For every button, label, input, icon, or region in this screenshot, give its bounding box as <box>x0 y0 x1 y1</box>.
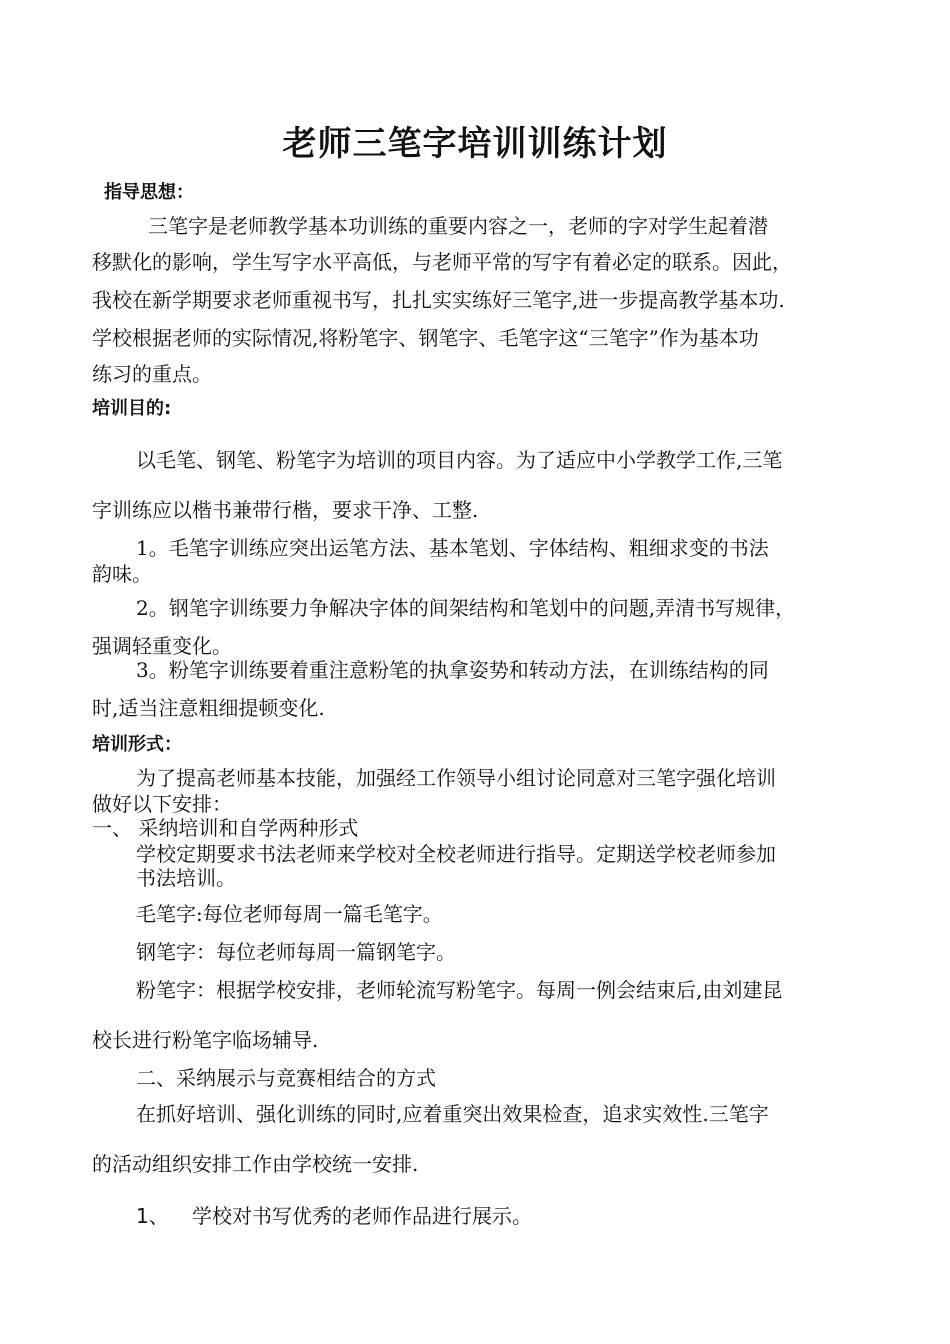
paragraph-line: 做好以下安排： <box>92 792 232 816</box>
section-heading-purpose: 培训目的: <box>92 398 172 419</box>
paragraph-line: 练习的重点。 <box>92 362 212 386</box>
section-heading-form: 培训形式： <box>92 734 182 755</box>
paragraph-line: 我校在新学期要求老师重视书写，扎扎实实练好三笔字,进一步提高教学基本功. <box>92 288 785 312</box>
paragraph-line: 的活动组织安排工作由学校统一安排. <box>92 1152 419 1176</box>
paragraph-line: 移默化的影响，学生写字水平高低，与老师平常的写字有着必定的联系。因此， <box>92 250 792 274</box>
list-heading: 一、 采纳培训和自学两种形式 <box>92 816 359 840</box>
paragraph-line: 在抓好培训、强化训练的同时,应着重突出效果检查，追求实效性.三笔字 <box>136 1102 769 1126</box>
paragraph-line: 毛笔字:每位老师每周一篇毛笔字。 <box>136 902 443 926</box>
paragraph-line: 学校定期要求书法老师来学校对全校老师进行指导。定期送学校老师参加 <box>136 842 776 866</box>
paragraph-line: 1。毛笔字训练应突出运笔方法、基本笔划、字体结构、粗细求变的书法 <box>136 536 769 560</box>
list-item-number: 1、 <box>136 1204 169 1228</box>
paragraph-line: 字训练应以楷书兼带行楷，要求干净、工整. <box>92 498 479 522</box>
list-heading: 二、采纳展示与竞赛相结合的方式 <box>136 1066 436 1090</box>
paragraph-line: 书法培训。 <box>136 866 236 890</box>
paragraph-line: 粉笔字：根据学校安排，老师轮流写粉笔字。每周一例会结束后,由刘建昆 <box>136 978 783 1002</box>
paragraph-line: 韵味。 <box>92 562 152 586</box>
paragraph-line: 三笔字是老师教学基本功训练的重要内容之一，老师的字对学生起着潜 <box>148 214 768 238</box>
paragraph-line: 学校根据老师的实际情况,将粉笔字、钢笔字、毛笔字这“三笔字”作为基本功 <box>92 326 759 350</box>
paragraph-line: 校长进行粉笔字临场辅导. <box>92 1028 319 1052</box>
section-heading-guiding: 指导思想： <box>104 182 194 203</box>
paragraph-line: 钢笔字：每位老师每周一篇钢笔字。 <box>136 940 456 964</box>
paragraph-line: 以毛笔、钢笔、粉笔字为培训的项目内容。为了适应中小学教学工作,三笔 <box>136 448 783 472</box>
list-item-text: 学校对书写优秀的老师作品进行展示。 <box>192 1204 532 1228</box>
paragraph-line: 强调轻重变化。 <box>92 634 232 658</box>
paragraph-line: 3。粉笔字训练要着重注意粉笔的执拿姿势和转动方法，在训练结构的同 <box>136 658 769 682</box>
paragraph-line: 为了提高老师基本技能，加强经工作领导小组讨论同意对三笔字强化培训 <box>136 766 776 790</box>
document-title: 老师三笔字培训训练计划 <box>282 124 668 164</box>
paragraph-line: 2。钢笔字训练要力争解决字体的间架结构和笔划中的问题,弄清书写规律， <box>136 596 796 620</box>
paragraph-line: 时,适当注意粗细提顿变化. <box>92 696 325 720</box>
